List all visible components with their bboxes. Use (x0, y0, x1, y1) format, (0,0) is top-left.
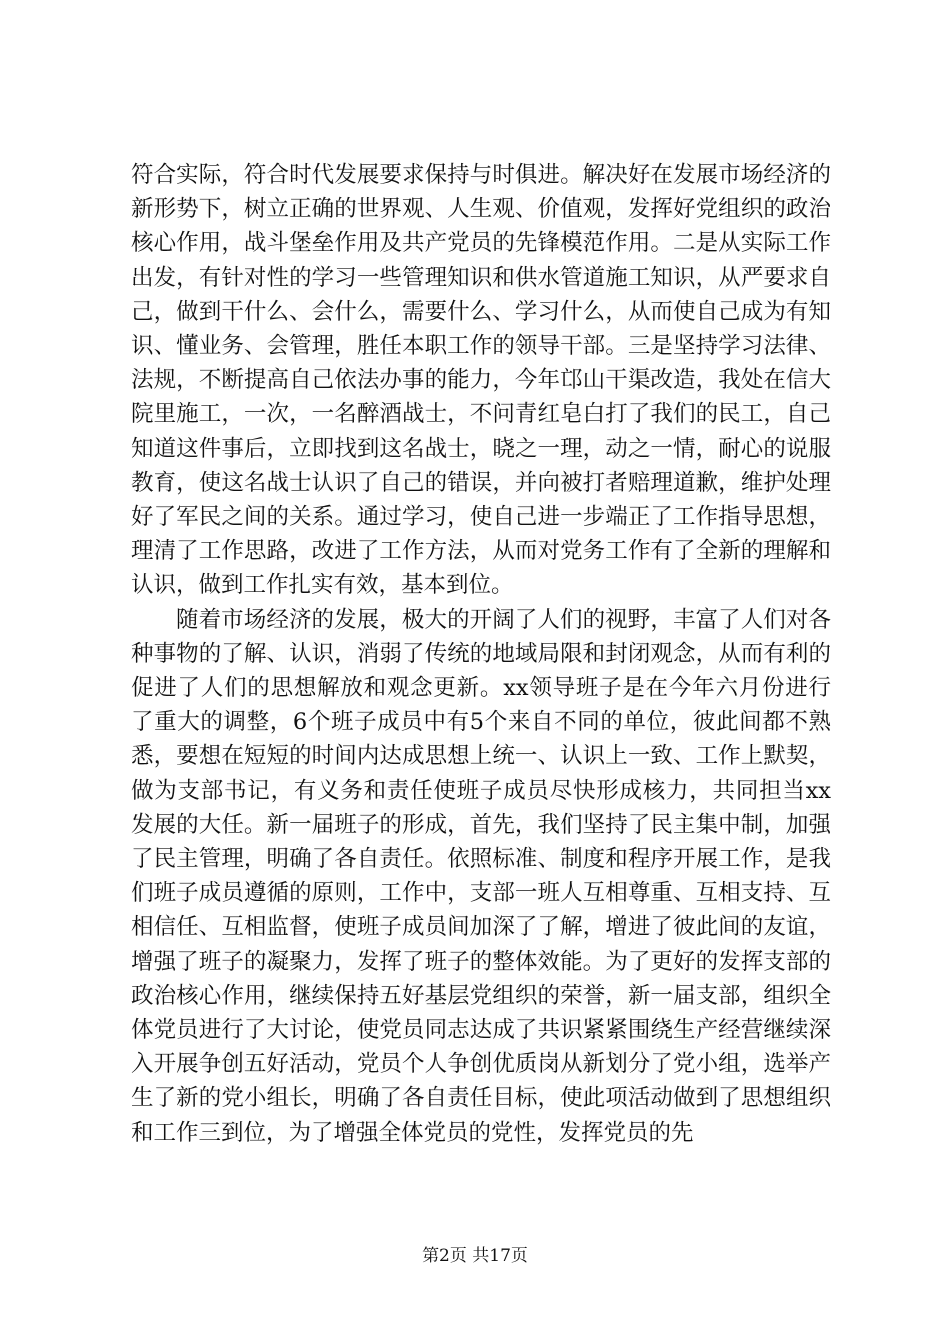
page-number-footer: 第2页 共17页 (422, 1246, 528, 1266)
paragraph: 随着市场经济的发展，极大的开阔了人们的视野，丰富了人们对各种事物的了解、认识，消弱了传统的地域局限和封闭观念，从而有利的促进了人们的思想解放和观念更新。xx领导班子是在今年六月份进行了重大的调整，6个班子成员中有5个来自不同的单位，彼此间都不熟悉，要想在短短的时间内达成思想上统一、认识上一致、工作上默契，做为支部书记，有义务和责任使班子成员尽快形成核力，共同担当xx发展的大任。新一届班子的形成，首先，我们坚持了民主集中制，加强了民主管理，明确了各自责任。依照标准、制度和程序开展工作，是我们班子成员遵循的原则，工作中，支部一班人互相尊重、互相支持、互相信任、互相监督，使班子成员间加深了了解，增进了彼此间的友谊，增强了班子的凝聚力，发挥了班子的整体效能。为了更好的发挥支部的政治核心作用，继续保持五好基层党组织的荣誉，新一届支部，组织全体党员进行了大讨论，使党员同志达成了共识紧紧围绕生产经营继续深入开展争创五好活动，党员个人争创优质岗从新划分了党小组，选举产生了新的党小组长，明确了各自责任目标，使此项活动做到了思想组织和工作三到位，为了增强全体党员的党性，发挥党员的先 (131, 606, 831, 1146)
document-body (131, 158, 831, 1150)
paragraph-continued: 符合实际，符合时代发展要求保持与时俱进。解决好在发展市场经济的新形势下，树立正确的世界观、人生观、价值观，发挥好党组织的政治核心作用，战斗堡垒作用及共产党员的先锋模范作用。二是从实际工作出发，有针对性的学习一些管理知识和供水管道施工知识，从严要求自己，做到干什么、会什么，需要什么、学习什么，从而使自己成为有知识、懂业务、会管理，胜任本职工作的领导干部。三是坚持学习法律、法规，不断提高自己依法办事的能力，今年邙山干渠改造，我处在信大院里施工，一次，一名醉酒战士，不问青红皂白打了我们的民工，自己知道这件事后，立即找到这名战士，晓之一理，动之一情，耐心的说服教育，使这名战士认识了自己的错误，并向被打者赔理道歉，维护处理好了军民之间的关系。通过学习，使自己进一步端正了工作指导思想，理清了工作思路，改进了工作方法，从而对党务工作有了全新的理解和认识，做到工作扎实有效，基本到位。 (131, 162, 831, 599)
